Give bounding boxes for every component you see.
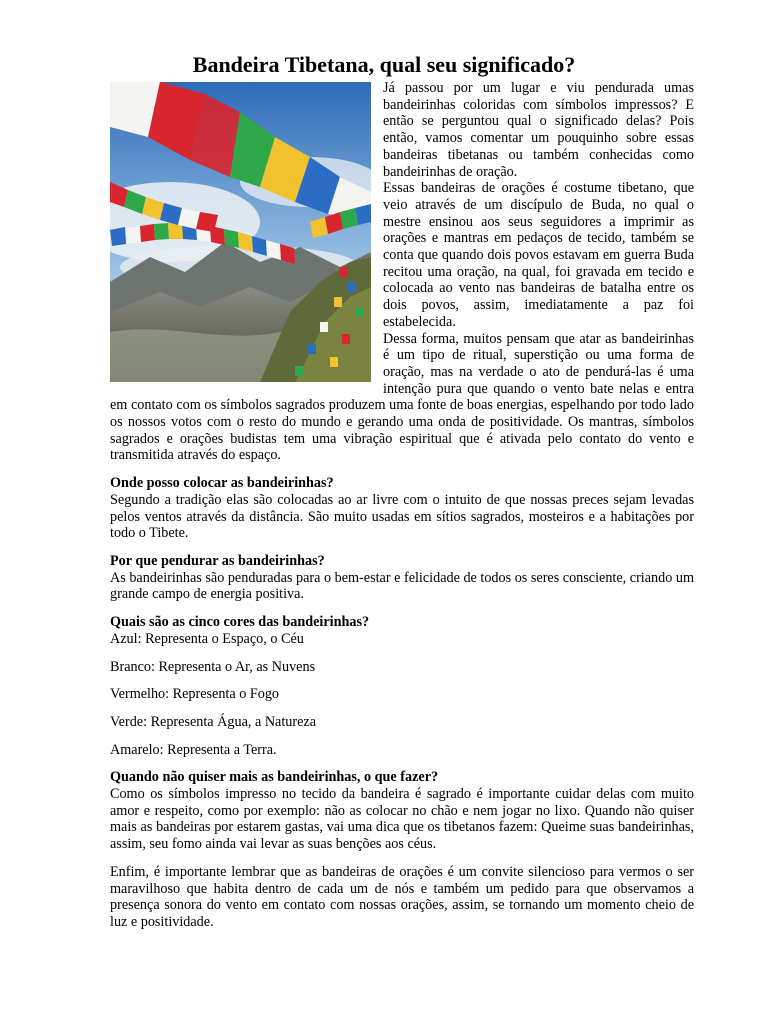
color-item-yellow: Amarelo: Representa a Terra. [110,741,277,758]
image-float-spacer [110,80,383,389]
conclusion-paragraph: Enfim, é importante lembrar que as bandeiras de orações é um convite silencioso para vermos o ser maravilhoso que habita dentro de cada um de nós e também um pedido para que observamos a presença sonora do vento em contato com nossas orações, assim, se tornando um momento cheio de luz e positividade. [110,863,694,930]
section-heading-why: Por que pendurar as bandeirinhas? [110,552,325,569]
intro-paragraph-2: Essas bandeiras de orações é costume tibetano, que veio através de um discípulo de Buda, no qual o mestre ensinou aos seus seguidores a imprimir as orações e mantras em pedaços de tecido, também se conta que quando dois povos estavam em guerra Buda recitou uma oração, na qual, foi gravada em tecido e colocada ao vento nas bandeiras de batalha entre os dois povos, assim, imediatamente a paz foi estabelecida. [383,180,694,330]
intro-paragraph-3: Dessa forma, muitos pensam que atar as bandeirinhas é um tipo de ritual, superstição ou uma forma de oração, mas na verdade o ato de pendurá-las é uma intenção pura que quando o vento bate nelas e entra em contato com os símbolos sagrados produzem uma fonte de boas energias, espelhando por todo lado os nossos votos com o resto do mundo e gerando uma onda de positividade. Os mantras, símbolos sagrados e orações budistas tem uma vibração espiritual que é ativada pelo contato do vento e transmitida através do espaço. [110,330,694,464]
document-title: Bandeira Tibetana, qual seu significado? [192,52,576,77]
color-item-white: Branco: Representa o Ar, as Nuvens [110,658,316,675]
section-body-where: Segundo a tradição elas são colocadas ao ar livre com o intuito de que nossas preces sejam levadas pelos ventos através da distância. São muito usadas em sítios sagrados, mosteiros e a habitações por todo o Tibete. [110,491,694,542]
section-heading-where: Onde posso colocar as bandeirinhas? [110,475,334,492]
section-body-why: As bandeirinhas são penduradas para o bem-estar e felicidade de todos os seres consciente, criando um grande campo de energia positiva. [110,569,694,603]
color-item-blue: Azul: Representa o Espaço, o Céu [110,630,304,647]
section-body-disposal: Como os símbolos impresso no tecido da bandeira é sagrado é importante cuidar delas com muito amor e respeito, como por exemplo: não as colocar no chão e nem jogar no lixo. Quando não quiser mais as bandeiras por estarem gastas, vai uma dica que os tibetanos fazem: Queime suas bandeirinhas, assim, seu fomo ainda vai levar as suas benções aos céus. [110,786,694,853]
intro-paragraph-1: Já passou por um lugar e viu pendurada umas bandeirinhas coloridas com símbolos impressos? E então se perguntou qual o significado delas? Pois então, vamos comentar um pouquinho sobre essas bandeiras tibetanas ou também conhecidas como bandeirinhas de oração. [383,80,694,180]
article-body [110,80,694,931]
color-item-green: Verde: Representa Água, a Natureza [110,713,317,730]
section-heading-disposal: Quando não quiser mais as bandeirinhas, o que fazer? [110,769,439,786]
section-heading-colors: Quais são as cinco cores das bandeirinhas? [110,614,370,631]
color-item-red: Vermelho: Representa o Fogo [110,686,280,703]
